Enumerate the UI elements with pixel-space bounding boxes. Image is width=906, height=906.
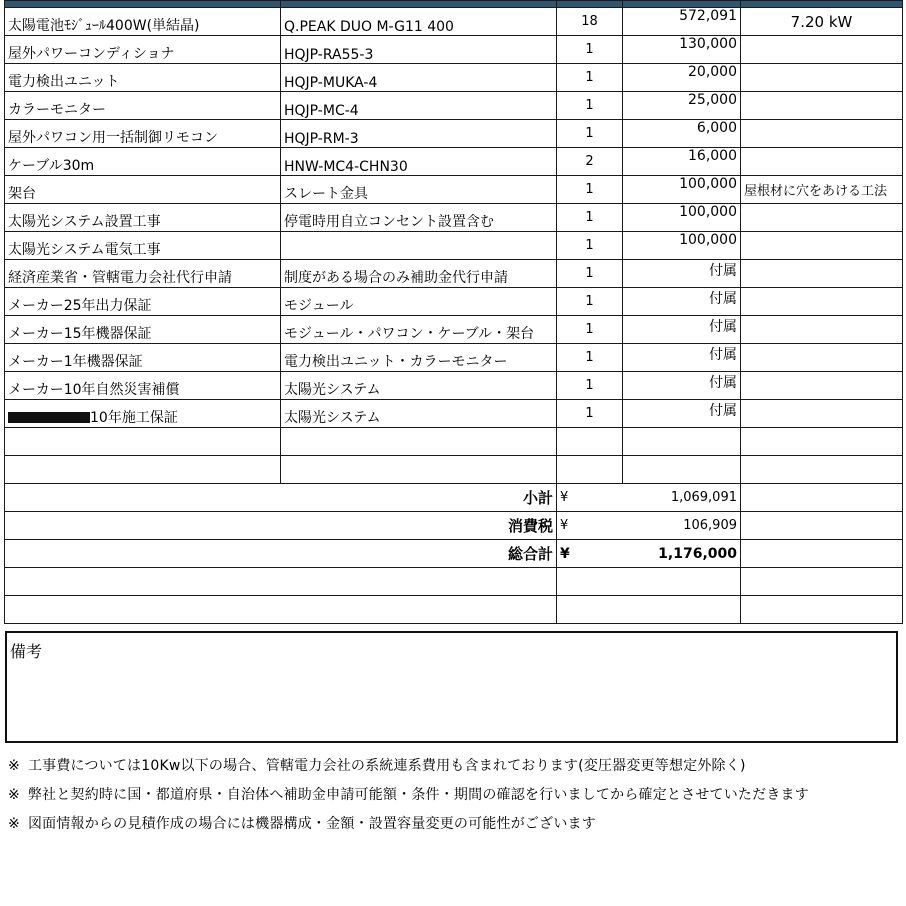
item-amount: 130,000 [623,36,741,64]
item-qty: 1 [557,372,623,400]
empty-cell [281,456,557,484]
item-name: 屋外パワーコンディショナ [5,36,281,64]
note-text: 図面情報からの見積作成の場合には機器構成・金額・設置容量変更の可能性がございます [27,816,596,832]
item-name: 架台 [5,176,281,204]
item-note [741,148,903,176]
empty-cell [557,428,623,456]
item-name-text: 10年施工保証 [90,410,178,426]
table-row [5,344,903,372]
item-name: メーカー1年機器保証 [5,344,281,372]
empty-cell [281,428,557,456]
note-mark: ※ [8,787,20,803]
item-qty: 1 [557,204,623,232]
item-qty: 1 [557,176,623,204]
tax-row [5,512,903,540]
item-note [741,64,903,92]
item-model: 太陽光システム [281,372,557,400]
empty-cell [741,484,903,512]
item-amount: 100,000 [623,176,741,204]
note-mark: ※ [8,758,20,774]
item-model: モジュール [281,288,557,316]
item-amount: 25,000 [623,92,741,120]
empty-cell [557,456,623,484]
item-name: 電力検出ユニット [5,64,281,92]
empty-cell [741,568,903,596]
item-model: HQJP-MC-4 [281,92,557,120]
table-row [5,120,903,148]
item-model: 停電時用自立コンセント設置含む [281,204,557,232]
header-cell [5,1,281,8]
table-row [5,400,903,428]
subtotal-row [5,484,903,512]
item-qty: 1 [557,36,623,64]
item-note [741,36,903,64]
table-row [5,64,903,92]
item-amount: 100,000 [623,204,741,232]
empty-cell [5,456,281,484]
item-amount: 付属 [623,372,741,400]
item-name: メーカー25年出力保証 [5,288,281,316]
header-cell [741,1,903,8]
item-amount: 付属 [623,288,741,316]
item-amount: 20,000 [623,64,741,92]
estimate-table [4,0,903,624]
item-name: メーカー15年機器保証 [5,316,281,344]
item-model: モジュール・パワコン・ケーブル・架台 [281,316,557,344]
empty-cell [741,456,903,484]
empty-cell [741,428,903,456]
item-amount: 付属 [623,316,741,344]
footnotes [8,756,898,843]
header-cell [557,1,623,8]
table-row [5,8,903,36]
remarks-box [5,631,898,743]
item-note [741,316,903,344]
item-qty: 1 [557,120,623,148]
item-qty: 1 [557,288,623,316]
item-name: 太陽光システム設置工事 [5,204,281,232]
item-qty: 2 [557,148,623,176]
empty-cell [741,512,903,540]
note-text: 工事費については10Kw以下の場合、管轄電力会社の系統連系費用も含まれております(変圧器変更等想定外除く) [27,758,746,774]
table-row [5,176,903,204]
item-qty: 1 [557,260,623,288]
item-qty: 1 [557,232,623,260]
empty-cell [557,568,741,596]
item-model: HQJP-RA55-3 [281,36,557,64]
item-amount: 16,000 [623,148,741,176]
item-note [741,232,903,260]
estimate-sheet [4,0,902,624]
total-label: 総合計 [5,540,557,568]
item-name: メーカー10年自然災害補償 [5,372,281,400]
table-row [5,36,903,64]
total-value: 1,176,000 [623,540,741,568]
item-qty: 1 [557,64,623,92]
item-amount: 100,000 [623,232,741,260]
item-model: Q.PEAK DUO M-G11 400 [281,8,557,36]
item-name: 太陽光システム電気工事 [5,232,281,260]
remarks-label: 備考 [10,642,43,661]
table-row [5,232,903,260]
item-model: HQJP-MUKA-4 [281,64,557,92]
footnote [8,814,898,843]
empty-row [5,428,903,456]
item-note [741,400,903,428]
table-row [5,92,903,120]
item-qty: 1 [557,92,623,120]
tax-value: 106,909 [623,512,741,540]
table-row [5,288,903,316]
empty-cell [557,596,741,624]
empty-cell [741,596,903,624]
empty-cell [5,568,557,596]
header-row [5,1,903,8]
note-text: 弊社と契約時に国・都道府県・自治体へ補助金申請可能額・条件・期間の確認を行いましてから確定とさせていただきます [27,787,809,803]
empty-row [5,456,903,484]
header-cell [623,1,741,8]
item-model [281,232,557,260]
item-note [741,260,903,288]
total-row [5,540,903,568]
table-row [5,260,903,288]
item-name: 経済産業省・管轄電力会社代行申請 [5,260,281,288]
item-amount: 572,091 [623,8,741,36]
item-model: 電力検出ユニット・カラーモニター [281,344,557,372]
item-amount: 付属 [623,344,741,372]
empty-cell [5,428,281,456]
yen-sign: ¥ [557,540,623,568]
item-model: 太陽光システム [281,400,557,428]
item-note: 屋根材に穴をあける工法 [741,176,903,204]
item-note [741,92,903,120]
item-model: 制度がある場合のみ補助金代行申請 [281,260,557,288]
empty-cell [623,456,741,484]
item-qty: 1 [557,400,623,428]
note-mark: ※ [8,816,20,832]
footnote [8,756,898,785]
redaction-bar [8,412,90,423]
item-model: HQJP-RM-3 [281,120,557,148]
item-qty: 1 [557,344,623,372]
item-note [741,344,903,372]
item-model: HNW-MC4-CHN30 [281,148,557,176]
item-model: スレート金具 [281,176,557,204]
item-note [741,288,903,316]
item-note [741,372,903,400]
item-qty: 1 [557,316,623,344]
item-name [5,400,281,428]
item-amount: 付属 [623,400,741,428]
table-row [5,316,903,344]
item-note: 7.20 kW [741,8,903,36]
subtotal-value: 1,069,091 [623,484,741,512]
item-name: ケーブル30m [5,148,281,176]
table-row [5,372,903,400]
item-name: 屋外パワコン用一括制御リモコン [5,120,281,148]
empty-cell [5,596,557,624]
tax-label: 消費税 [5,512,557,540]
item-qty: 18 [557,8,623,36]
empty-row [5,568,903,596]
header-cell [281,1,557,8]
item-amount: 付属 [623,260,741,288]
item-name: カラーモニター [5,92,281,120]
footnote [8,785,898,814]
empty-row [5,596,903,624]
subtotal-label: 小計 [5,484,557,512]
item-note [741,204,903,232]
table-row [5,204,903,232]
item-note [741,120,903,148]
empty-cell [741,540,903,568]
table-row [5,148,903,176]
item-name: 太陽電池ﾓｼﾞｭｰﾙ400W(単結晶) [5,8,281,36]
item-amount: 6,000 [623,120,741,148]
empty-cell [623,428,741,456]
yen-sign: ¥ [557,484,623,512]
yen-sign: ¥ [557,512,623,540]
